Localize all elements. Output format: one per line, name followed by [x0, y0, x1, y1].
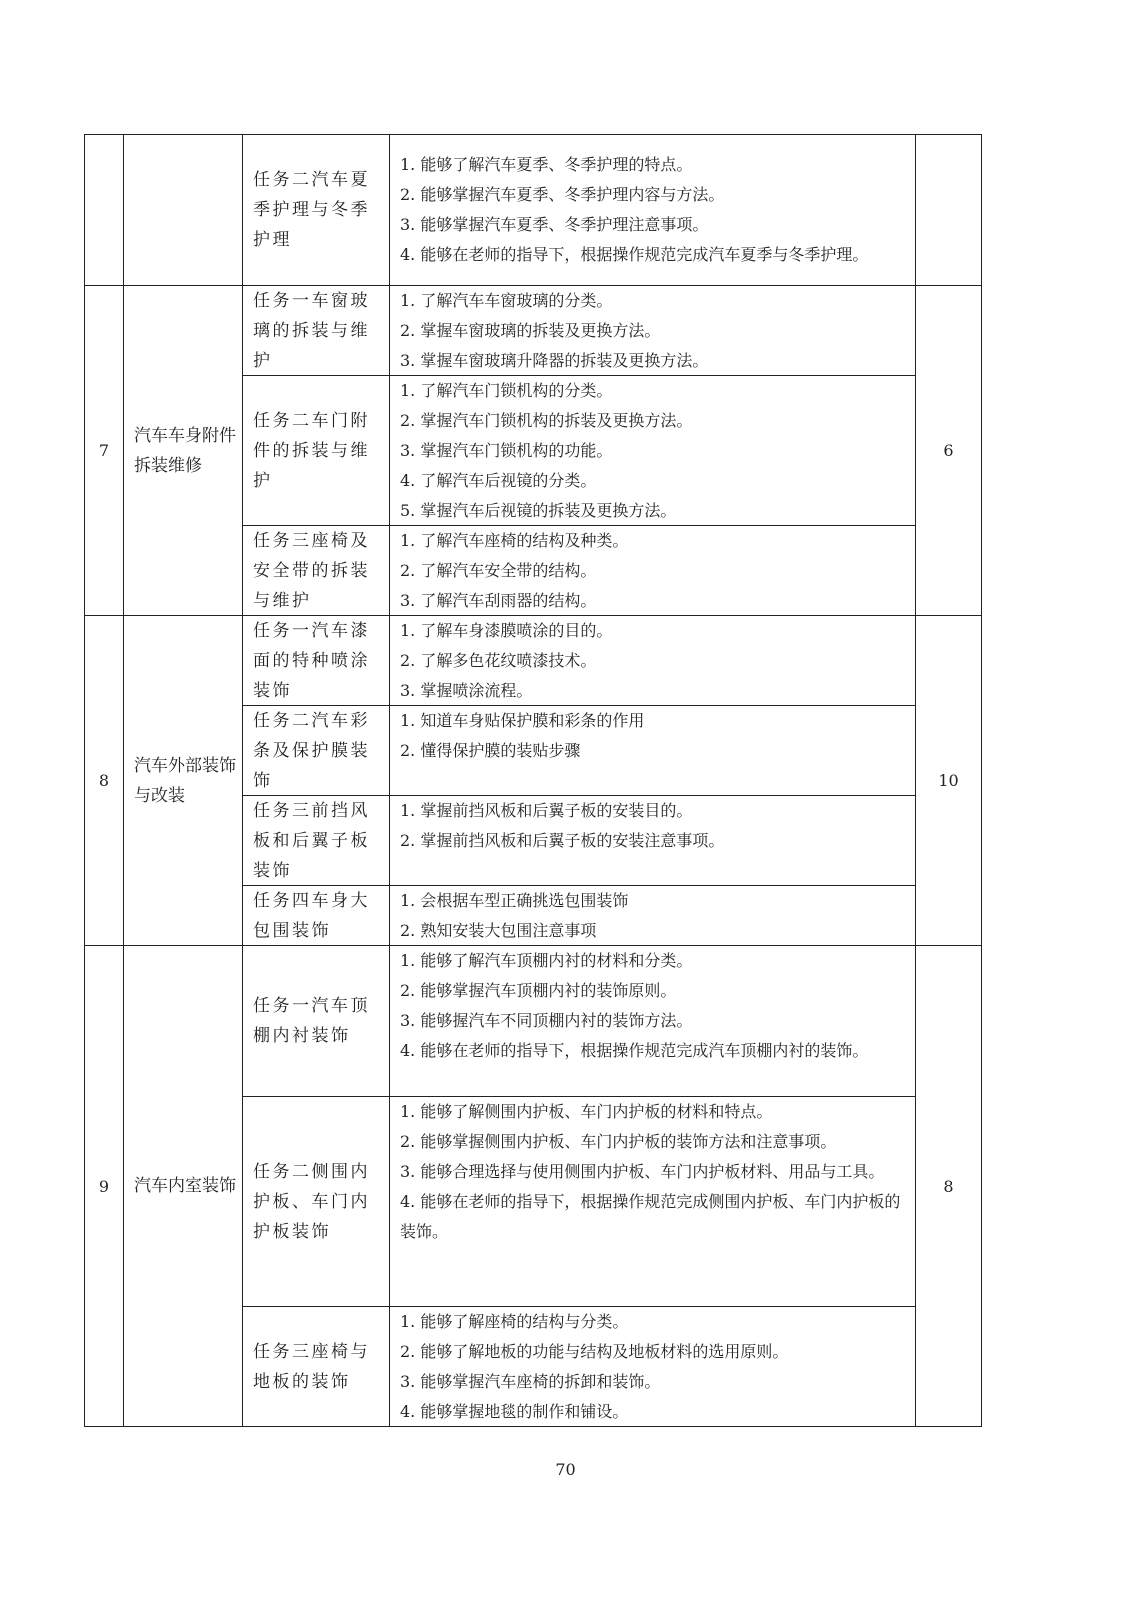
goal-item: 2. 能够掌握汽车顶棚内衬的装饰原则。	[400, 981, 677, 1000]
task-name: 任务一汽车顶棚内衬装饰	[253, 996, 370, 1046]
goal-item: 4. 了解汽车后视镜的分类。	[400, 471, 597, 490]
goal-item: 3. 能够合理选择与使用侧围内护板、车门内护板材料、用品与工具。	[400, 1162, 885, 1181]
goal-item: 2. 能够掌握侧围内护板、车门内护板的装饰方法和注意事项。	[400, 1132, 837, 1151]
task-cell	[242, 705, 390, 796]
goal-item: 1. 能够了解汽车夏季、冬季护理的特点。	[400, 155, 693, 174]
goal-item: 3. 掌握汽车门锁机构的功能。	[400, 441, 613, 460]
task-name: 任务一汽车漆面的特种喷涂装饰	[253, 620, 370, 701]
row-number-cell	[84, 945, 124, 1427]
goals-cell	[389, 134, 916, 286]
task-cell	[242, 1306, 390, 1427]
goals-cell	[389, 705, 916, 796]
task-cell	[242, 285, 390, 376]
goal-item: 1. 了解车身漆膜喷涂的目的。	[400, 621, 613, 640]
task-cell	[242, 945, 390, 1097]
goal-item: 4. 能够在老师的指导下，根据操作规范完成汽车夏季与冬季护理。	[400, 245, 869, 264]
goals-cell	[389, 285, 916, 376]
goal-item: 2. 熟知安装大包围注意事项	[400, 921, 597, 940]
task-name: 任务三座椅及安全带的拆装与维护	[253, 530, 370, 611]
hours-cell	[915, 285, 982, 616]
goal-item: 5. 掌握汽车后视镜的拆装及更换方法。	[400, 501, 677, 520]
hours-cell	[915, 615, 982, 946]
goals-cell	[389, 1096, 916, 1307]
goal-item: 3. 能够握汽车不同顶棚内衬的装饰方法。	[400, 1011, 693, 1030]
hours-cell	[915, 945, 982, 1427]
task-name: 任务二汽车彩条及保护膜装饰	[253, 710, 370, 791]
goal-item: 2. 掌握汽车门锁机构的拆装及更换方法。	[400, 411, 693, 430]
goal-item: 1. 能够了解侧围内护板、车门内护板的材料和特点。	[400, 1102, 773, 1121]
module-cell	[123, 615, 243, 946]
goal-item: 3. 能够掌握汽车座椅的拆卸和装饰。	[400, 1372, 661, 1391]
row-number: 8	[98, 771, 110, 790]
goal-item: 2. 能够掌握汽车夏季、冬季护理内容与方法。	[400, 185, 725, 204]
task-cell	[242, 885, 390, 946]
hours-cell	[915, 134, 982, 286]
task-cell	[242, 375, 390, 526]
goals-cell	[389, 615, 916, 706]
page-number: 70	[555, 1460, 576, 1479]
module-cell	[123, 945, 243, 1427]
task-name: 任务二汽车夏季护理与冬季护理	[253, 170, 370, 250]
goals-cell	[389, 525, 916, 616]
task-cell	[242, 134, 390, 286]
goal-item: 3. 掌握车窗玻璃升降器的拆装及更换方法。	[400, 351, 709, 370]
goal-item: 1. 掌握前挡风板和后翼子板的安装目的。	[400, 801, 693, 820]
task-cell	[242, 525, 390, 616]
task-name: 任务一车窗玻璃的拆装与维护	[253, 290, 370, 371]
goal-item: 2. 能够了解地板的功能与结构及地板材料的选用原则。	[400, 1342, 789, 1361]
goal-item: 3. 能够掌握汽车夏季、冬季护理注意事项。	[400, 215, 709, 234]
row-number: 9	[98, 1176, 110, 1196]
goal-item: 1. 了解汽车座椅的结构及种类。	[400, 531, 629, 550]
goals-cell	[389, 375, 916, 526]
goal-item: 2. 掌握车窗玻璃的拆装及更换方法。	[400, 321, 661, 340]
row-number-cell	[84, 285, 124, 616]
hours-value: 6	[943, 441, 954, 460]
task-cell	[242, 615, 390, 706]
row-number: 7	[98, 441, 110, 460]
goal-item: 3. 掌握喷涂流程。	[400, 681, 533, 700]
goals-cell	[389, 795, 916, 886]
goals-cell	[389, 945, 916, 1097]
goals-cell	[389, 1306, 916, 1427]
row-number-cell	[84, 134, 124, 286]
task-cell	[242, 795, 390, 886]
module-name: 汽车车身附件拆装维修	[134, 425, 236, 476]
task-name: 任务三前挡风板和后翼子板装饰	[253, 800, 370, 881]
module-cell	[123, 134, 243, 286]
goal-item: 1. 了解汽车门锁机构的分类。	[400, 381, 613, 400]
goal-item: 4. 能够在老师的指导下，根据操作规范完成侧围内护板、车门内护板的装饰。	[400, 1192, 901, 1241]
goal-item: 1. 知道车身贴保护膜和彩条的作用	[400, 711, 645, 730]
goal-item: 1. 会根据车型正确挑选包围装饰	[400, 891, 629, 910]
task-name: 任务二车门附件的拆装与维护	[253, 410, 370, 491]
task-name: 任务二侧围内护板、车门内护板装饰	[253, 1161, 370, 1242]
goals-cell	[389, 885, 916, 946]
hours-value: 10	[938, 771, 959, 790]
task-name: 任务四车身大包围装饰	[253, 890, 370, 941]
task-name: 任务三座椅与地板的装饰	[253, 1341, 370, 1392]
task-cell	[242, 1096, 390, 1307]
goal-item: 4. 能够在老师的指导下，根据操作规范完成汽车顶棚内衬的装饰。	[400, 1041, 869, 1060]
goal-item: 1. 了解汽车车窗玻璃的分类。	[400, 291, 613, 310]
goal-item: 2. 懂得保护膜的装贴步骤	[400, 741, 581, 760]
module-name: 汽车外部装饰与改装	[134, 755, 236, 806]
module-cell	[123, 285, 243, 616]
row-number-cell	[84, 615, 124, 946]
module-name: 汽车内室装饰	[134, 1176, 236, 1196]
goal-item: 4. 能够掌握地毯的制作和铺设。	[400, 1402, 629, 1421]
goal-item: 2. 了解多色花纹喷漆技术。	[400, 651, 597, 670]
goal-item: 1. 能够了解座椅的结构与分类。	[400, 1312, 629, 1331]
hours-value: 8	[943, 1176, 954, 1196]
goal-item: 1. 能够了解汽车顶棚内衬的材料和分类。	[400, 951, 693, 970]
curriculum-table	[84, 134, 982, 1427]
goal-item: 2. 了解汽车安全带的结构。	[400, 561, 597, 580]
goal-item: 3. 了解汽车刮雨器的结构。	[400, 591, 597, 610]
goal-item: 2. 掌握前挡风板和后翼子板的安装注意事项。	[400, 831, 725, 850]
